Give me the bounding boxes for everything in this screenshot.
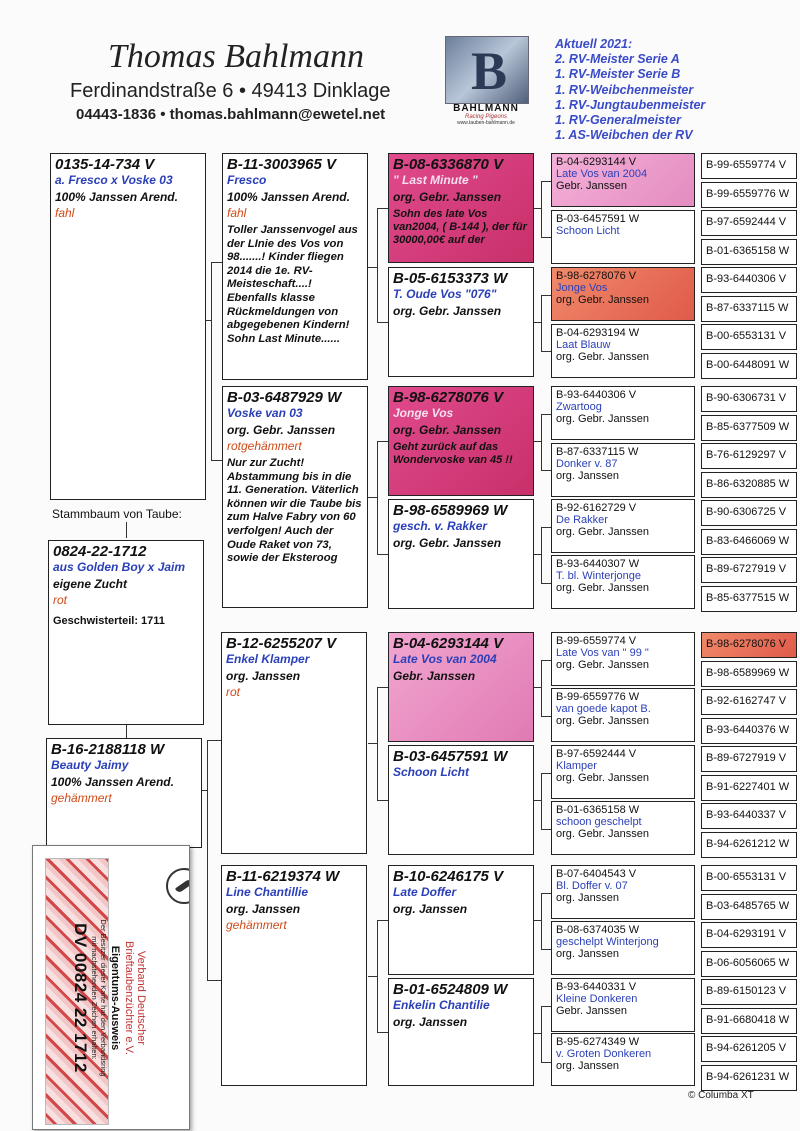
grandparent-description: Geht zurück auf das Wondervoske van 45 !! <box>393 441 513 466</box>
connector-line <box>377 441 378 554</box>
ancestor-leaf: B-89-6150123 V <box>701 979 797 1005</box>
gg-line: org. Gebr. Janssen <box>556 526 649 538</box>
logo-text: BAHLMANN <box>453 103 519 114</box>
gg-line: org. Janssen <box>556 948 619 960</box>
great-grandparent-box <box>551 801 695 855</box>
ancestor-leaf: B-99-6559774 V <box>701 153 797 179</box>
great-grandparent-box <box>551 386 695 440</box>
dam-ring: B-03-6487929 W <box>227 389 342 406</box>
achievement-item: 1. RV-Generalmeister <box>555 113 681 128</box>
great-grandparent-box <box>551 1033 695 1086</box>
ancestor-leaf: B-98-6278076 V <box>701 632 797 658</box>
connector-line <box>541 949 551 950</box>
connector-line <box>126 522 127 538</box>
ancestor-leaf: B-93-6440337 V <box>701 803 797 829</box>
sibling-dam-ring: B-11-6219374 W <box>226 868 340 885</box>
card-org1: Verband Deutscher <box>135 950 147 1046</box>
gg-name: Late Vos van " 99 " <box>556 647 649 659</box>
gg-name: Kleine Donkeren <box>556 993 638 1005</box>
ancestor-leaf: B-97-6592444 V <box>701 210 797 236</box>
connector-line <box>541 773 542 829</box>
gg-ring: B-97-6592444 V <box>556 748 637 760</box>
grandparent-name: T. Oude Vos "076" <box>393 287 497 301</box>
ancestor-leaf: B-92-6162747 V <box>701 689 797 715</box>
gg-ring: B-99-6559774 V <box>556 635 637 647</box>
gg-line: org. Gebr. Janssen <box>556 351 649 363</box>
related-name: Beauty Jaimy <box>51 758 129 772</box>
ancestor-leaf: B-93-6440306 V <box>701 267 797 293</box>
grandparent-line: org. Gebr. Janssen <box>393 304 502 318</box>
connector-line <box>211 262 222 263</box>
gg-ring: B-04-6293194 W <box>556 327 640 339</box>
grandparent-name: " Last Minute " <box>393 173 478 187</box>
gg-line: org. Janssen <box>556 470 619 482</box>
ancestor-leaf: B-04-6293191 V <box>701 922 797 948</box>
gg-line: org. Janssen <box>556 1060 619 1072</box>
gg-name: Donker v. 87 <box>556 458 618 470</box>
great-grandparent-box <box>551 921 695 975</box>
sibling-dam-line: org. Janssen <box>226 902 301 916</box>
grandparent-ring: B-03-6457591 W <box>393 748 508 765</box>
connector-line <box>541 583 551 584</box>
ownership-card <box>32 845 190 1130</box>
sibling-note: Geschwisterteil: 1711 <box>53 615 165 627</box>
gg-ring: B-95-6274349 W <box>556 1036 640 1048</box>
gg-ring: B-93-6440331 V <box>556 981 637 993</box>
connector-line <box>541 893 542 949</box>
sire-line: 100% Janssen Arend. <box>227 190 350 204</box>
gg-name: Schoon Licht <box>556 225 620 237</box>
card-org2: Brieftaubenzüchter e.V. <box>123 941 135 1055</box>
gg-line: Gebr. Janssen <box>556 1005 627 1017</box>
sibling-line: eigene Zucht <box>53 577 128 591</box>
sibling-sire-box <box>221 632 367 854</box>
ancestor-leaf: B-86-6320885 W <box>701 472 797 498</box>
sibling-pigeon <box>48 540 204 725</box>
gg-ring: B-87-6337115 W <box>556 446 639 458</box>
connector-line <box>207 980 221 981</box>
gg-line: org. Gebr. Janssen <box>556 772 649 784</box>
gg-ring: B-98-6278076 V <box>556 270 637 282</box>
connector-line <box>541 1006 551 1007</box>
dam-name: Voske van 03 <box>227 406 303 420</box>
great-grandparent-box <box>551 745 695 799</box>
grandparent-ring: B-01-6524809 W <box>393 981 508 998</box>
connector-line <box>541 829 551 830</box>
achievements <box>555 37 705 143</box>
dam-description: Nur zur Zucht! Abstammung bis in die 11. Generation. Väterlich können wir die Taube bis zum Halve Fabry von 60 verfolgen! Auch der Oude Raket von 73, sowie der Eksteroog <box>227 457 362 565</box>
connector-line <box>377 800 388 801</box>
connector-line <box>207 740 221 741</box>
grandparent-ring: B-10-6246175 V <box>393 868 504 885</box>
grandparent-box <box>388 267 534 377</box>
sibling-sire-ring: B-12-6255207 V <box>226 635 337 652</box>
gg-line: org. Janssen <box>556 892 619 904</box>
connector-line <box>377 920 378 1032</box>
gg-name: van goede kapot B. <box>556 703 651 715</box>
connector-line <box>541 470 551 471</box>
gg-line: org. Gebr. Janssen <box>556 659 649 671</box>
card-text-rotated <box>71 867 147 1129</box>
pedigree-label: Stammbaum von Taube: <box>52 507 182 521</box>
connector-line <box>211 460 222 461</box>
ancestor-leaf: B-03-6485765 W <box>701 894 797 920</box>
connector-line <box>541 414 542 470</box>
ancestor-leaf: B-85-6377515 W <box>701 586 797 612</box>
gg-ring: B-93-6440307 W <box>556 558 640 570</box>
gg-ring: B-93-6440306 V <box>556 389 637 401</box>
ancestor-leaf: B-89-6727919 V <box>701 746 797 772</box>
ancestor-leaf: B-94-6261205 V <box>701 1036 797 1062</box>
bird-emblem-icon <box>166 868 190 904</box>
ancestor-leaf: B-94-6261231 W <box>701 1065 797 1091</box>
connector-line <box>541 414 551 415</box>
connector-line <box>207 740 208 980</box>
connector-line <box>541 295 542 351</box>
gg-ring: B-92-6162729 V <box>556 502 637 514</box>
connector-line <box>126 725 127 738</box>
great-grandparent-box <box>551 267 695 321</box>
ancestor-leaf: B-91-6680418 W <box>701 1008 797 1034</box>
gg-ring: B-03-6457591 W <box>556 213 640 225</box>
grandparent-box <box>388 745 534 855</box>
grandparent-name: Late Vos van 2004 <box>393 652 497 666</box>
gg-name: Zwartoog <box>556 401 602 413</box>
grandparent-name: Jonge Vos <box>393 406 454 420</box>
breeder-name: Thomas Bahlmann <box>108 38 364 75</box>
grandparent-ring: B-98-6278076 V <box>393 389 504 406</box>
gg-ring: B-99-6559776 W <box>556 691 640 703</box>
gg-ring: B-01-6365158 W <box>556 804 640 816</box>
ancestor-leaf: B-91-6227401 W <box>701 775 797 801</box>
connector-line <box>541 181 542 237</box>
grandparent-ring: B-05-6153373 W <box>393 270 508 287</box>
gg-line: org. Gebr. Janssen <box>556 828 649 840</box>
subject-ring: 0135-14-734 V <box>55 156 155 173</box>
footer-credit: © Columba XT <box>688 1090 754 1101</box>
ancestor-leaf: B-90-6306725 V <box>701 500 797 526</box>
great-grandparent-box <box>551 865 695 919</box>
gg-name: Klamper <box>556 760 597 772</box>
sibling-ring: 0824-22-1712 <box>53 543 147 560</box>
connector-line <box>541 660 551 661</box>
grandparent-line: Gebr. Janssen <box>393 669 476 683</box>
sibling-color: rot <box>53 593 68 607</box>
gg-name: geschelpt Winterjong <box>556 936 659 948</box>
grandparent-description: Sohn des late Vos van2004, ( B-144 ), der für 30000,00€ auf der <box>393 208 527 246</box>
connector-line <box>541 1062 551 1063</box>
card-title: Eigentums-Ausweis <box>109 945 121 1051</box>
gg-line: org. Gebr. Janssen <box>556 294 649 306</box>
breeder-contact: 04443-1836 • thomas.bahlmann@ewetel.net <box>76 106 386 123</box>
gg-name: schoon geschelpt <box>556 816 642 828</box>
dam-box <box>222 386 368 608</box>
ancestor-leaf: B-93-6440376 W <box>701 718 797 744</box>
connector-line <box>377 208 388 209</box>
great-grandparent-box <box>551 632 695 686</box>
gg-ring: B-04-6293144 V <box>556 156 637 168</box>
ancestor-leaf: B-06-6056065 W <box>701 951 797 977</box>
card-text1: Der Besitzer dieser Karte hat den Verbandsring <box>99 919 108 1077</box>
connector-line <box>541 527 551 528</box>
connector-line <box>377 441 388 442</box>
sire-box <box>222 153 368 380</box>
sibling-dam-name: Line Chantillie <box>226 885 309 899</box>
logo-subtext: Racing Pigeons <box>464 114 508 120</box>
gg-line: org. Gebr. Janssen <box>556 715 649 727</box>
ancestor-leaf: B-00-6553131 V <box>701 324 797 350</box>
great-grandparent-box <box>551 153 695 207</box>
connector-line <box>541 295 551 296</box>
breeder-address: Ferdinandstraße 6 • 49413 Dinklage <box>70 80 391 102</box>
ancestor-leaf: B-89-6727919 V <box>701 557 797 583</box>
great-grandparent-box <box>551 499 695 553</box>
grandparent-box <box>388 386 534 496</box>
connector-line <box>541 527 542 583</box>
gg-line: Gebr. Janssen <box>556 180 627 192</box>
grandparent-ring: B-04-6293144 V <box>393 635 504 652</box>
ancestor-leaf: B-94-6261212 W <box>701 832 797 858</box>
sire-color: fahl <box>227 206 247 220</box>
achievement-item: 1. RV-Weibchenmeister <box>555 82 694 97</box>
gg-name: Bl. Doffer v. 07 <box>556 880 628 892</box>
related-pigeon <box>46 738 202 848</box>
achievement-item: 2. RV-Meister Serie A <box>555 52 680 67</box>
grandparent-box <box>388 153 534 263</box>
connector-line <box>377 687 378 800</box>
sibling-sire-line: org. Janssen <box>226 669 301 683</box>
grandparent-box <box>388 978 534 1086</box>
card-number: DV 00824 22 1712 <box>71 923 90 1073</box>
ancestor-leaf: B-76-6129297 V <box>701 443 797 469</box>
ancestor-leaf: B-00-6553131 V <box>701 865 797 891</box>
great-grandparent-box <box>551 688 695 742</box>
sire-description: Toller Janssenvogel aus der LInie des Vos von 98.......! Kinder fliegen 2014 die 1e. RV-Meisteschaft....! Ebenfalls klasse Rückmeldungen von abgegebenen Kindern! Sohn Last Minute...... <box>227 224 358 345</box>
logo <box>445 36 527 126</box>
subject-pigeon <box>50 153 206 500</box>
connector-line <box>541 237 551 238</box>
achievement-item: 1. AS-Weibchen der RV <box>555 128 693 143</box>
great-grandparent-box <box>551 555 695 609</box>
connector-line <box>377 687 388 688</box>
gg-name: De Rakker <box>556 514 608 526</box>
sibling-dam-color: gehämmert <box>226 918 287 932</box>
connector-line <box>541 1006 542 1062</box>
ancestor-leaf: B-00-6448091 W <box>701 353 797 379</box>
connector-line <box>541 660 542 716</box>
grandparent-name: Schoon Licht <box>393 765 469 779</box>
gg-ring: B-08-6374035 W <box>556 924 640 936</box>
achievement-item: 1. RV-Meister Serie B <box>555 67 681 82</box>
logo-url: www.tauben-bahlmann.de <box>457 120 515 126</box>
connector-line <box>377 208 378 322</box>
connector-line <box>541 773 551 774</box>
ancestor-leaf: B-87-6337115 W <box>701 296 797 322</box>
gg-name: Jonge Vos <box>556 282 608 294</box>
sibling-dam-box <box>221 865 367 1086</box>
dam-color: rotgehämmert <box>227 439 302 453</box>
grandparent-box <box>388 865 534 975</box>
sibling-sire-color: rot <box>226 685 241 699</box>
grandparent-line: org. Gebr. Janssen <box>393 536 502 550</box>
great-grandparent-box <box>551 324 695 378</box>
related-color: gehämmert <box>51 791 112 805</box>
sibling-sire-name: Enkel Klamper <box>226 652 310 666</box>
gg-line: org. Gebr. Janssen <box>556 582 649 594</box>
ancestor-leaf: B-83-6466069 W <box>701 529 797 555</box>
great-grandparent-box <box>551 978 695 1032</box>
subject-line: 100% Janssen Arend. <box>55 190 178 204</box>
grandparent-name: Late Doffer <box>393 885 457 899</box>
grandparent-line: org. Gebr. Janssen <box>393 190 502 204</box>
logo-b-icon: B <box>471 41 508 101</box>
connector-line <box>377 1032 388 1033</box>
grandparent-box <box>388 632 534 742</box>
sire-name: Fresco <box>227 173 267 187</box>
great-grandparent-box <box>551 210 695 264</box>
grandparent-ring: B-08-6336870 V <box>393 156 504 173</box>
grandparent-ring: B-98-6589969 W <box>393 502 508 519</box>
sire-ring: B-11-3003965 V <box>227 156 336 173</box>
ancestor-leaf: B-01-6365158 W <box>701 239 797 265</box>
connector-line <box>541 893 551 894</box>
grandparent-name: gesch. v. Rakker <box>393 519 488 533</box>
related-line: 100% Janssen Arend. <box>51 775 174 789</box>
ancestor-leaf: B-90-6306731 V <box>701 386 797 412</box>
connector-line <box>541 716 551 717</box>
gg-ring: B-07-6404543 V <box>556 868 637 880</box>
grandparent-line: org. Janssen <box>393 902 468 916</box>
connector-line <box>377 920 388 921</box>
achievement-item: 1. RV-Jungtaubenmeister <box>555 97 706 112</box>
card-text2: mit nachstehenden Zeichen erhalten: <box>90 936 99 1060</box>
grandparent-name: Enkelin Chantilie <box>393 998 490 1012</box>
grandparent-box <box>388 499 534 609</box>
gg-line: org. Gebr. Janssen <box>556 413 649 425</box>
ancestor-leaf: B-85-6377509 W <box>701 415 797 441</box>
great-grandparent-box <box>551 443 695 497</box>
gg-name: Laat Blauw <box>556 339 611 351</box>
grandparent-line: org. Janssen <box>393 1015 468 1029</box>
subject-color: fahl <box>55 206 75 220</box>
gg-name: v. Groten Donkeren <box>556 1048 652 1060</box>
achievements-title: Aktuell 2021: <box>555 37 633 51</box>
gg-name: Late Vos van 2004 <box>556 168 648 180</box>
dam-line: org. Gebr. Janssen <box>227 423 336 437</box>
ancestor-leaf: B-98-6589969 W <box>701 661 797 687</box>
connector-line <box>541 351 551 352</box>
sibling-name: aus Golden Boy x Jaim <box>53 560 186 574</box>
gg-name: T. bl. Winterjonge <box>556 570 641 582</box>
related-ring: B-16-2188118 W <box>51 741 165 758</box>
grandparent-line: org. Gebr. Janssen <box>393 423 502 437</box>
connector-line <box>377 554 388 555</box>
connector-line <box>541 181 551 182</box>
connector-line <box>377 322 388 323</box>
ancestor-leaf: B-99-6559776 W <box>701 182 797 208</box>
connector-line <box>211 262 212 460</box>
subject-name: a. Fresco x Voske 03 <box>55 173 173 187</box>
